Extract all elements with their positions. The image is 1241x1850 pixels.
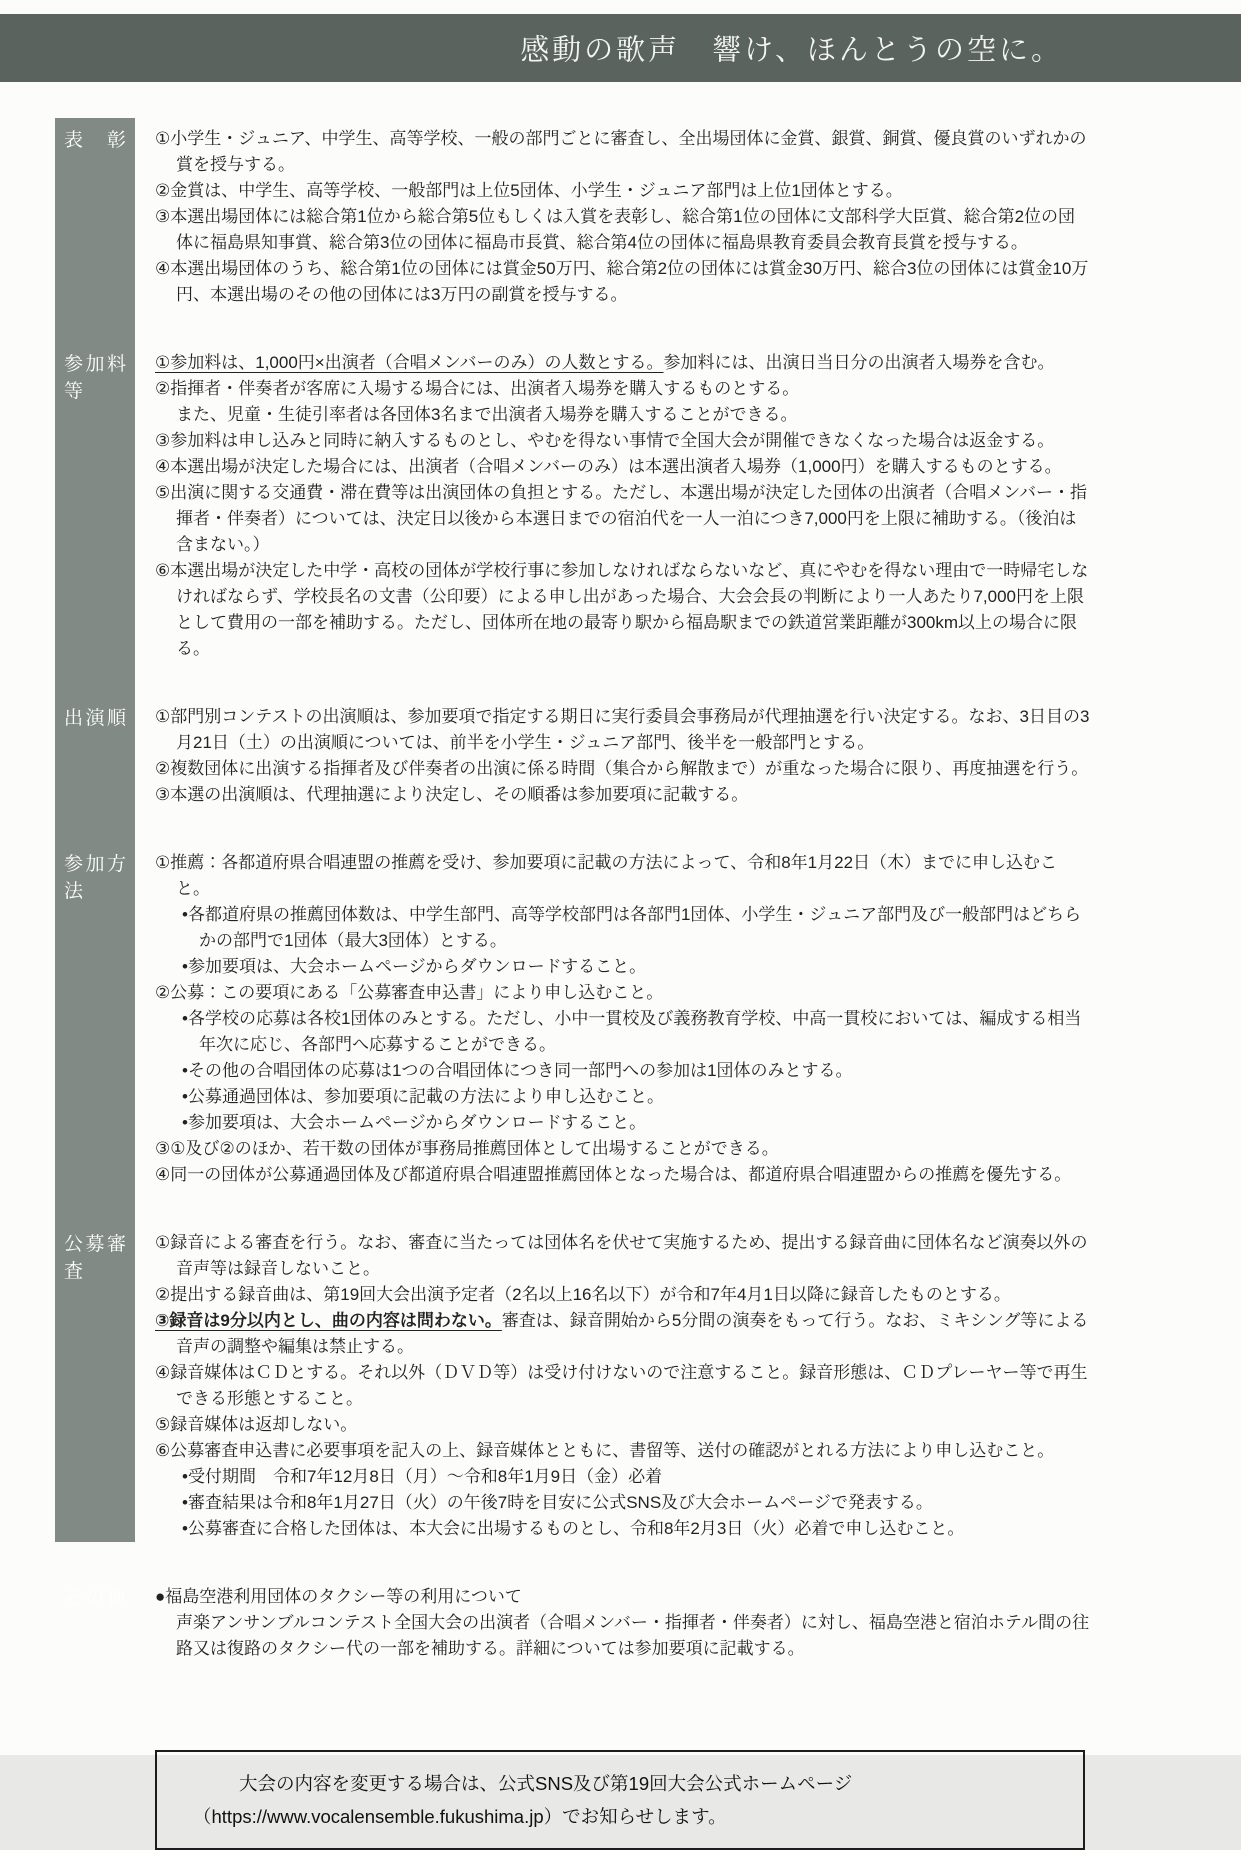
text-run: •受付期間 令和7年12月8日（月）～令和8年1月9日（金）必着 bbox=[182, 1467, 663, 1486]
text-run: ①録音による審査を行う。なお、審査に当たっては団体名を伏せて実施するため、提出する録音曲に団体名など演奏以外の音声等は録音しないこと。 bbox=[155, 1233, 1088, 1278]
text-item bbox=[155, 1464, 1090, 1490]
section-body bbox=[155, 1584, 1090, 1662]
text-item bbox=[155, 1006, 1090, 1058]
text-run: •公募通過団体は、参加要項に記載の方法により申し込むこと。 bbox=[182, 1087, 664, 1106]
section-body bbox=[155, 850, 1090, 1188]
text-item bbox=[155, 1162, 1090, 1188]
text-run: 参加料には、出演日当日分の出演者入場券を含む。 bbox=[663, 353, 1055, 372]
text-run: ⑥本選出場が決定した中学・高校の団体が学校行事に参加しなければならないなど、真にやむを得ない理由で一時帰宅しなければならず、学校長名の文書（公印要）による申し出があった場合、大会会長の判断により一人あたり7,000円を上限として費用の一部を補助する。ただし、団体所在地の最寄り駅から福島駅までの鉄道営業距離が300km以上の場合に限る。 bbox=[155, 561, 1089, 658]
text-run: ②公募：この要項にある「公募審査申込書」により申し込むこと。 bbox=[155, 983, 664, 1002]
text-run: ②提出する録音曲は、第19回大会出演予定者（2名以上16名以下）が令和7年4月1日以降に録音したものとする。 bbox=[155, 1285, 1011, 1304]
text-item bbox=[155, 1230, 1090, 1282]
text-run: ④本選出場団体のうち、総合第1位の団体には賞金50万円、総合第2位の団体には賞金30万円、総合3位の団体には賞金10万円、本選出場のその他の団体には3万円の副賞を授与する。 bbox=[155, 259, 1089, 304]
text-item bbox=[155, 256, 1090, 308]
text-run: ①参加料は、1,000円×出演者（合唱メンバーのみ）の人数とする。 bbox=[155, 353, 664, 372]
text-item bbox=[155, 756, 1090, 782]
text-run: ①小学生・ジュニア、中学生、高等学校、一般の部門ごとに審査し、全出場団体に金賞、銀賞、銅賞、優良賞のいずれかの賞を授与する。 bbox=[155, 129, 1087, 174]
text-item bbox=[155, 1516, 1090, 1542]
notice-line1: 大会の内容を変更する場合は、公式SNS及び第19回大会公式ホームページ bbox=[239, 1773, 853, 1794]
text-item bbox=[155, 1282, 1090, 1308]
text-run: •公募審査に合格した団体は、本大会に出場するものとし、令和8年2月3日（火）必着で申し込むこと。 bbox=[182, 1519, 965, 1538]
text-item bbox=[155, 1084, 1090, 1110]
text-item bbox=[155, 1490, 1090, 1516]
text-run: •その他の合唱団体の応募は1つの合唱団体につき同一部門への参加は1団体のみとする。 bbox=[182, 1061, 853, 1080]
section-label: その他 bbox=[64, 1588, 126, 1609]
text-item bbox=[155, 902, 1090, 954]
section-label: 出演順 bbox=[64, 708, 126, 729]
text-item bbox=[155, 954, 1090, 980]
header-band bbox=[0, 14, 1241, 82]
text-run: ⑥公募審査申込書に必要事項を記入の上、録音媒体とともに、書留等、送付の確認がとれる方法により申し込むこと。 bbox=[155, 1441, 1055, 1460]
section-label: 表彰 bbox=[64, 130, 126, 151]
text-run: ④本選出場が決定した場合には、出演者（合唱メンバーのみ）は本選出演者入場券（1,000円）を購入するものとする。 bbox=[155, 457, 1062, 476]
text-run: •各都道府県の推薦団体数は、中学生部門、高等学校部門は各部門1団体、小学生・ジュニア部門及び一般部門はどちらかの部門で1団体（最大3団体）とする。 bbox=[182, 905, 1082, 950]
text-run: •審査結果は令和8年1月27日（火）の午後7時を目安に公式SNS及び大会ホームページで発表する。 bbox=[182, 1493, 933, 1512]
text-run: ①推薦：各都道府県合唱連盟の推薦を受け、参加要項に記載の方法によって、令和8年1月22日（木）までに申し込むこと。 bbox=[155, 853, 1058, 898]
section-body bbox=[155, 1230, 1090, 1542]
text-item bbox=[155, 480, 1090, 558]
section bbox=[55, 1230, 1090, 1542]
text-item bbox=[155, 204, 1090, 256]
section-label: 公募審査 bbox=[64, 1234, 126, 1282]
section bbox=[55, 704, 1090, 808]
section-label: 参加方法 bbox=[64, 854, 126, 902]
text-item bbox=[155, 428, 1090, 454]
text-run: •参加要項は、大会ホームページからダウンロードすること。 bbox=[182, 1113, 647, 1132]
text-item bbox=[155, 1110, 1090, 1136]
text-run: ③本選の出演順は、代理抽選により決定し、その順番は参加要項に記載する。 bbox=[155, 785, 749, 804]
text-run: 声楽アンサンブルコンテスト全国大会の出演者（合唱メンバー・指揮者・伴奏者）に対し、福島空港と宿泊ホテル間の往路又は復路のタクシー代の一部を補助する。詳細については参加要項に記載する。 bbox=[176, 1613, 1090, 1658]
text-item bbox=[155, 558, 1090, 662]
section bbox=[55, 350, 1090, 662]
text-run: ●福島空港利用団体のタクシー等の利用について bbox=[155, 1587, 522, 1606]
notice-box bbox=[155, 1750, 1085, 1850]
text-item bbox=[155, 1438, 1090, 1464]
text-run: ④同一の団体が公募通過団体及び都道府県合唱連盟推薦団体となった場合は、都道府県合唱連盟からの推薦を優先する。 bbox=[155, 1165, 1072, 1184]
section bbox=[55, 126, 1090, 308]
text-run: ③参加料は申し込みと同時に納入するものとし、やむを得ない事情で全国大会が開催できなくなった場合は返金する。 bbox=[155, 431, 1055, 450]
section-label: 参加料等 bbox=[64, 354, 126, 402]
text-run: ⑤出演に関する交通費・滞在費等は出演団体の負担とする。ただし、本選出場が決定した団体の出演者（合唱メンバー・指揮者・伴奏者）については、決定日以後から本選日までの宿泊代を一人一泊につき7,000円を上限に補助する。（後泊は含まない。） bbox=[155, 483, 1088, 554]
text-run: ⑤録音媒体は返却しない。 bbox=[155, 1415, 358, 1434]
section-body bbox=[155, 126, 1090, 308]
text-item bbox=[155, 376, 1090, 402]
text-item bbox=[155, 782, 1090, 808]
text-run: ②複数団体に出演する指揮者及び伴奏者の出演に係る時間（集合から解散まで）が重なった場合に限り、再度抽選を行う。 bbox=[155, 759, 1089, 778]
section bbox=[55, 850, 1090, 1188]
text-item bbox=[155, 1308, 1090, 1360]
text-item bbox=[155, 402, 1090, 428]
text-run: また、児童・生徒引率者は各団体3名まで出演者入場券を購入することができる。 bbox=[176, 405, 798, 424]
section bbox=[55, 1584, 1090, 1662]
text-run: 審査は、録音開始から5分間の演奏をもって行う。なお、ミキシング等による音声の調整や編集は禁止する。 bbox=[176, 1311, 1089, 1356]
text-item bbox=[155, 454, 1090, 480]
text-item bbox=[155, 1360, 1090, 1412]
text-run: ③録音は9分以内とし、曲の内容は問わない。 bbox=[155, 1311, 502, 1330]
text-run: ③①及び②のほか、若干数の団体が事務局推薦団体として出場することができる。 bbox=[155, 1139, 779, 1158]
notice-line2: （https://www.vocalensemble.fukushima.jp）でお知らせします。 bbox=[193, 1806, 727, 1827]
text-run: ③本選出場団体には総合第1位から総合第5位もしくは入賞を表彰し、総合第1位の団体に文部科学大臣賞、総合第2位の団体に福島県知事賞、総合第3位の団体に福島市長賞、総合第4位の団体に福島県教育委員会教育長賞を授与する。 bbox=[155, 207, 1076, 252]
header-slogan: 感動の歌声 響け、ほんとうの空に。 bbox=[520, 34, 1063, 67]
text-item bbox=[155, 1412, 1090, 1438]
text-item bbox=[155, 1136, 1090, 1162]
text-item bbox=[155, 178, 1090, 204]
sections bbox=[55, 126, 1090, 1850]
text-run: ②指揮者・伴奏者が客席に入場する場合には、出演者入場券を購入するものとする。 bbox=[155, 379, 800, 398]
text-run: •各学校の応募は各校1団体のみとする。ただし、小中一貫校及び義務教育学校、中高一貫校においては、編成する相当年次に応じ、各部門へ応募することができる。 bbox=[182, 1009, 1082, 1054]
text-run: ②金賞は、中学生、高等学校、一般部門は上位5団体、小学生・ジュニア部門は上位1団体とする。 bbox=[155, 181, 903, 200]
text-item bbox=[155, 126, 1090, 178]
text-item bbox=[155, 1058, 1090, 1084]
text-item bbox=[155, 850, 1090, 902]
section-body bbox=[155, 350, 1090, 662]
text-item bbox=[155, 980, 1090, 1006]
text-run: ①部門別コンテストの出演順は、参加要項で指定する期日に実行委員会事務局が代理抽選を行い決定する。なお、3日目の3月21日（土）の出演順については、前半を小学生・ジュニア部門、後半を一般部門とする。 bbox=[155, 707, 1090, 752]
text-item bbox=[155, 704, 1090, 756]
text-item bbox=[155, 1584, 1090, 1610]
section-body bbox=[155, 704, 1090, 808]
text-run: •参加要項は、大会ホームページからダウンロードすること。 bbox=[182, 957, 647, 976]
text-run: ④録音媒体はＣＤとする。それ以外（ＤＶＤ等）は受け付けないので注意すること。録音形態は、ＣＤプレーヤー等で再生できる形態とすること。 bbox=[155, 1363, 1088, 1408]
text-item bbox=[155, 350, 1090, 376]
text-item bbox=[155, 1610, 1090, 1662]
